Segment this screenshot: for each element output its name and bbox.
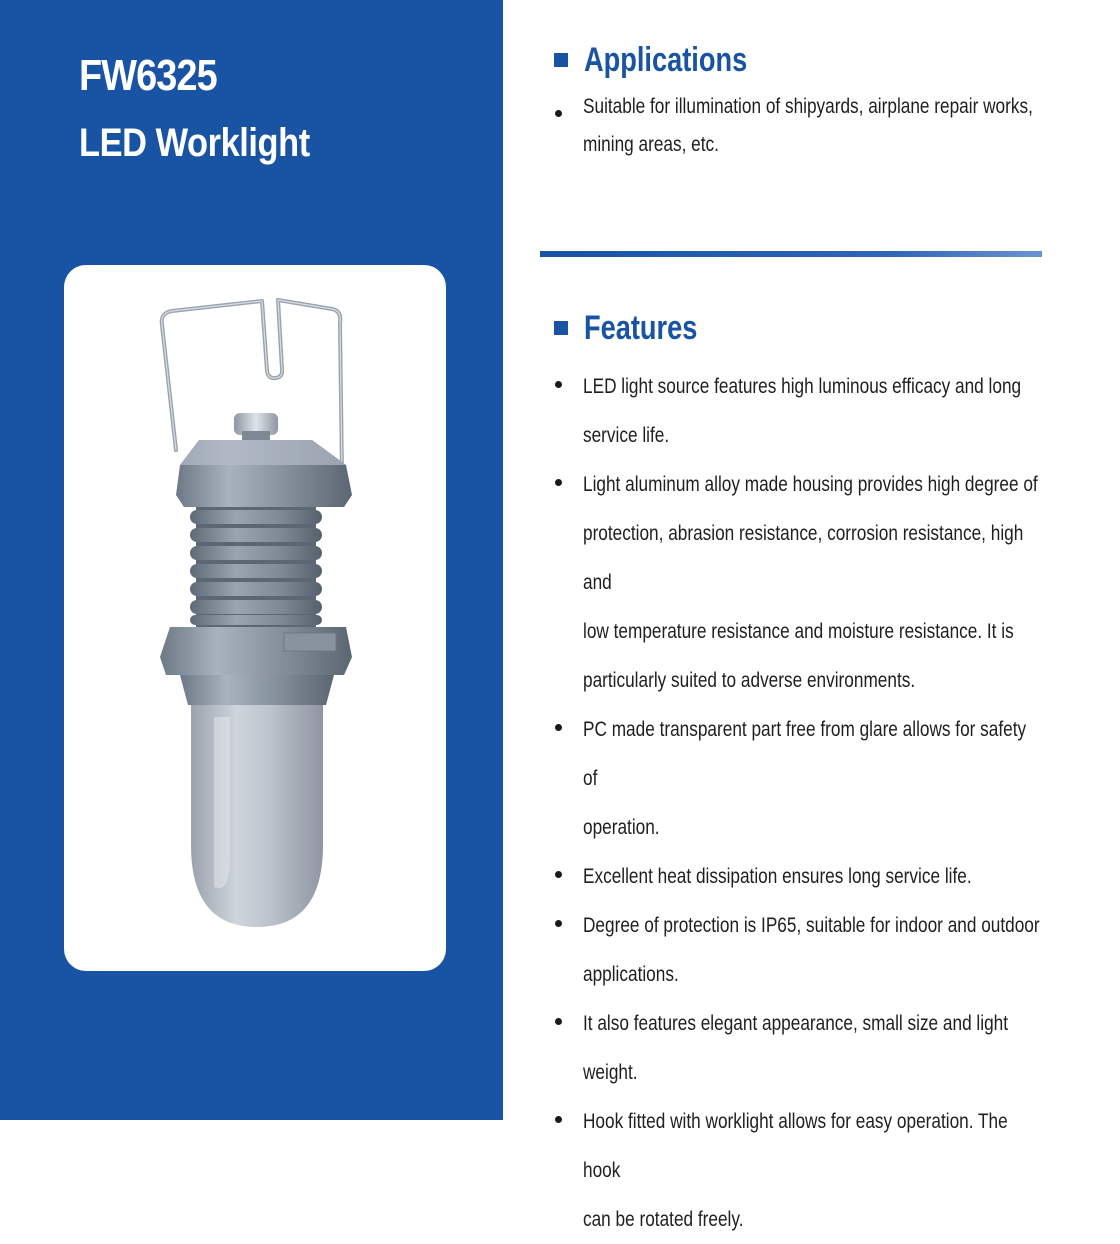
feature-text: LED light source features high luminous efficacy and long service life. [583, 375, 1022, 447]
bullet-icon [555, 110, 562, 117]
list-item [0, 999, 1120, 1097]
applications-list [0, 88, 1120, 164]
application-text: Suitable for illumination of shipyards, airplane repair works, mining areas, etc. [583, 95, 1033, 156]
square-bullet-icon [554, 53, 568, 67]
bullet-icon [555, 479, 562, 486]
list-item [0, 460, 1120, 705]
list-item [0, 705, 1120, 852]
list-item [0, 362, 1120, 460]
feature-text: Hook fitted with worklight allows for easy operation. The hook can be rotated freely. [583, 1110, 1008, 1231]
features-heading [554, 308, 726, 348]
feature-text: Light aluminum alloy made housing provides high degree of protection, abrasion resistance, corrosion resistance, high and low temperature resistance and moisture resistance. It is particularly suited to adverse environments. [583, 473, 1038, 692]
section-divider [540, 251, 1042, 257]
product-name: LED Worklight [79, 121, 310, 165]
feature-text: Excellent heat dissipation ensures long service life. [583, 865, 972, 888]
list-item [0, 852, 1120, 901]
bullet-icon [555, 871, 562, 878]
bullet-icon [555, 1018, 562, 1025]
features-list [0, 362, 1120, 1244]
list-item [0, 901, 1120, 999]
feature-text: PC made transparent part free from glare allows for safety of operation. [583, 718, 1027, 839]
square-bullet-icon [554, 321, 568, 335]
bullet-icon [555, 381, 562, 388]
model-number: FW6325 [79, 51, 217, 100]
applications-heading [554, 40, 788, 80]
bullet-icon [555, 724, 562, 731]
applications-title: Applications [584, 41, 748, 79]
bullet-icon [555, 920, 562, 927]
list-item [0, 1097, 1120, 1244]
feature-text: Degree of protection is IP65, suitable for indoor and outdoor applications. [583, 914, 1040, 986]
feature-text: It also features elegant appearance, small size and light weight. [583, 1012, 1009, 1084]
list-item [0, 88, 1120, 164]
features-title: Features [584, 309, 698, 347]
